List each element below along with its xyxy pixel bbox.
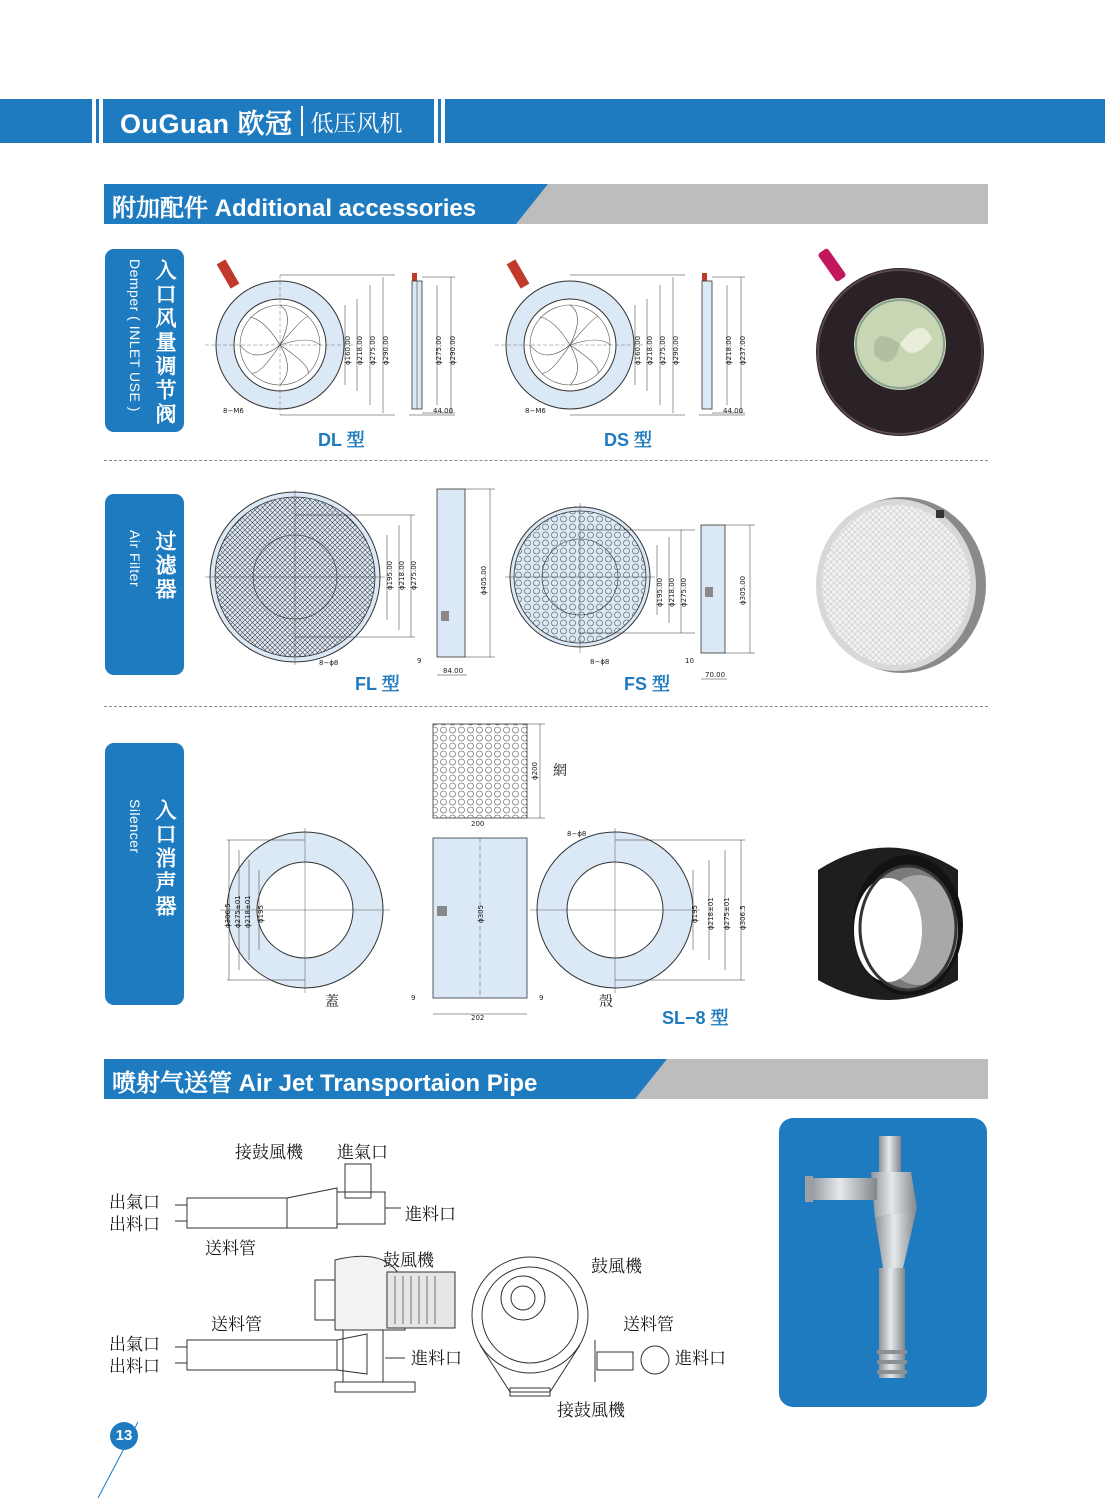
header-bars-right [434,99,445,143]
silencer-cover-view [220,828,390,1010]
sl-length: 202 [471,1014,485,1022]
fs-bolt: 8−ϕ8 [590,658,610,666]
lbl-mat-in-right: 進料口 [675,1349,726,1369]
sl-left-dim-4: ϕ195 [257,905,265,923]
ds-width: 44.00 [723,407,744,415]
silencer-drawings [205,718,785,1028]
dl-bolt: 8−M6 [223,407,244,415]
page-number: 13 [110,1422,138,1450]
lbl-mat-out-top: 出料口 [109,1215,160,1235]
fl-bolt: 8−ϕ8 [319,659,339,667]
lbl-blower-conn-top: 接鼓風機 [235,1143,303,1163]
filter-drawings [205,475,775,690]
lbl-mat-in-left: 進料口 [411,1349,462,1369]
pipe-schematic-top [175,1164,401,1228]
lbl-air-out-top: 出氣口 [109,1193,160,1213]
ds-dim-3: ϕ275.00 [659,335,667,365]
ds-side-dim-2: ϕ237.00 [739,335,747,365]
lbl-air-in: 進氣口 [337,1143,388,1163]
fl-dim-1: ϕ195.00 [386,560,394,590]
sl-left-dim-3: ϕ218±01 [244,895,252,928]
sl-right-dim-2: ϕ218±01 [707,897,715,930]
fs-side-dim: ϕ305.00 [739,575,747,605]
sl-gap-r: 9 [539,994,544,1002]
dl-dim-1: ϕ160.00 [344,335,352,365]
dl-side-view [409,273,457,415]
sl-right-dim-3: ϕ275±01 [723,897,731,930]
silencer-body-view [411,838,543,1022]
lbl-feed-pipe-right: 送料管 [623,1315,674,1335]
tab-filter-en: Air Filter [127,530,143,588]
model-sl8: SL−8 型 [662,1008,729,1028]
lbl-blower-conn-bottom: 接鼓風機 [557,1401,625,1421]
fl-dim-3: ϕ275.00 [410,560,418,590]
fl-width: 84.00 [443,667,464,675]
header-subtitle: 低压风机 [310,109,403,136]
lbl-mat-in-top: 進料口 [405,1205,456,1225]
dl-width: 44.00 [433,407,454,415]
tab-damper [105,249,184,432]
divider-1 [104,460,988,461]
section-title-accessories-text: 附加配件 Additional accessories [112,195,477,222]
fs-front-view [505,503,695,666]
sl-right-dim-1: ϕ195 [691,905,699,923]
dl-front-view [205,259,395,415]
silencer-photo [788,830,988,1015]
silencer-shell-view [530,828,747,1010]
damper-drawings [205,255,765,425]
damper-photo [812,244,988,440]
header [112,99,440,143]
tab-silencer [105,743,184,1005]
fl-dim-2: ϕ218.00 [398,560,406,590]
tab-damper-en: Demper ( INLET USE ) [127,259,143,412]
sl-left-dim-1: ϕ306.5 [224,903,232,928]
header-bars-left [92,99,103,143]
header-separator [301,106,303,136]
tab-damper-zh: 入口风量调节阀 [153,259,176,427]
dl-side-dim-1: ϕ275.00 [435,335,443,365]
lbl-mat-out-bottom: 出料口 [109,1357,160,1377]
ds-front-view [495,259,685,415]
tab-silencer-en: Silencer [127,799,143,854]
lbl-blower-left: 鼓風機 [383,1251,434,1271]
sl-body-dim: ϕ305 [477,905,485,923]
ds-bolt: 8−M6 [525,407,546,415]
lbl-feed-pipe-left: 送料管 [211,1315,262,1335]
sl-mesh-h: ϕ200 [531,762,539,780]
model-dl: DL 型 [318,430,365,450]
fs-width: 70.00 [705,671,726,679]
fl-side-view [417,489,495,675]
ds-side-dim-1: ϕ218.00 [725,335,733,365]
lbl-blower-right: 鼓風機 [591,1257,642,1277]
ds-dim-4: ϕ290.00 [672,335,680,365]
fl-gap: 9 [417,657,422,665]
lbl-air-out-bottom: 出氣口 [109,1335,160,1355]
fs-gap: 10 [685,657,694,665]
fs-dim-2: ϕ218.00 [668,577,676,607]
tab-filter [105,494,184,675]
tab-filter-zh: 过滤器 [153,530,176,602]
pipe-photo [779,1118,987,1407]
ds-dim-1: ϕ160.00 [634,335,642,365]
sl-mesh-w: 200 [471,820,485,828]
section-title-pipe-text: 喷射气送管 Air Jet Transportaion Pipe [112,1070,538,1097]
dl-dim-2: ϕ218.00 [356,335,364,365]
fl-front-view [205,490,418,667]
dl-dim-3: ϕ275.00 [369,335,377,365]
sl-shell-label: 殼 [599,994,613,1010]
fl-side-dim: ϕ405.00 [480,565,488,595]
fs-dim-1: ϕ195.00 [656,577,664,607]
sl-cover-label: 蓋 [325,994,339,1010]
dl-side-dim-2: ϕ290.00 [449,335,457,365]
ds-dim-2: ϕ218.00 [646,335,654,365]
lbl-feed-pipe-top: 送料管 [205,1239,256,1259]
fs-side-view [685,525,755,679]
divider-2 [104,706,988,707]
model-fs: FS 型 [624,674,671,694]
tab-silencer-zh: 入口消声器 [153,799,176,919]
filter-photo [810,490,990,680]
model-ds: DS 型 [604,430,653,450]
sl-right-dim-4: ϕ306.5 [739,905,747,930]
sl-left-dim-2: ϕ275±01 [234,895,242,928]
model-fl: FL 型 [355,674,400,694]
ds-side-view [699,273,747,415]
sl-gap-l: 9 [411,994,416,1002]
sl-bolt: 8−ϕ8 [567,830,587,838]
dl-dim-4: ϕ290.00 [382,335,390,365]
air-jet-diagram [105,1130,726,1421]
fs-dim-3: ϕ275.00 [680,577,688,607]
brand-name: OuGuan 欧冠 [120,108,293,139]
silencer-mesh-view [433,724,567,828]
sl-mesh-label: 網 [553,763,567,779]
